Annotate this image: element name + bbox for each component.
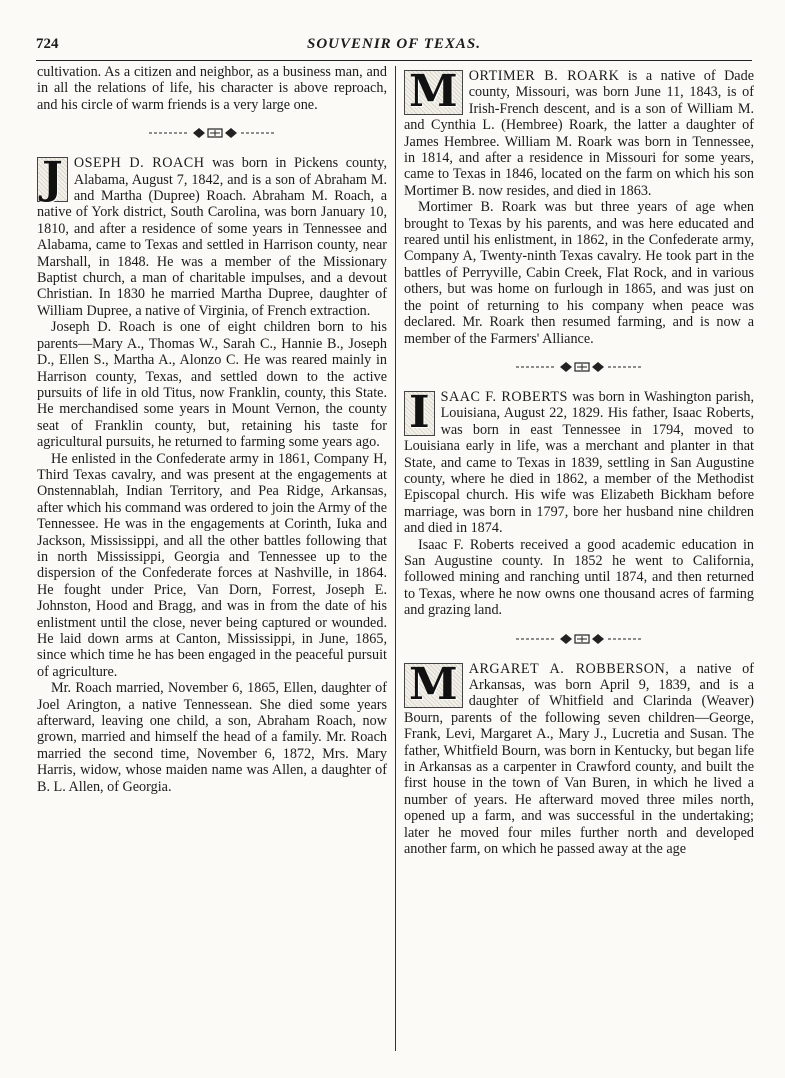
- drop-cap: J: [37, 157, 68, 202]
- paragraph: Isaac F. Roberts received a good academic education in San Augustine county. In 1852 he went to California, followed mining and ranching until 1874, and then returned to Texas, where he now owns one thousand acres of farming and grazing land.: [404, 536, 754, 619]
- page-number: 724: [36, 36, 59, 52]
- entry-intro: [404, 658, 754, 858]
- paragraph: He enlisted in the Confederate army in 1861, Company H, Third Texas cavalry, and was present at the engagements at Onstennablah, Indian Territory, and Pea Ridge, Arkansas, after which his command was ordered to join the Army of the Tennessee. He was in the engagements at Corinth, Iuka and Jackson, Mississippi, and all the other battles following that in north Mississippi, Georgia and Tennessee up to the dispersion of the Confederate forces at Nashville, in 1864. He fought under Price, Van Dorn, Forrest, Joseph E. Johnston, Hood and Bragg, and was in from the date of his enlistment until the close, never being captured or wounded. He laid down arms at Canton, Mississippi, in June, 1865, since which time he has been engaged in the peaceful pursuit of agriculture.: [37, 450, 387, 680]
- entry-intro: [404, 386, 754, 537]
- ornament-icon: [514, 361, 644, 373]
- ornament-divider: [37, 127, 387, 141]
- column-divider: [395, 66, 396, 1051]
- entry-intro: [37, 155, 387, 319]
- ornament-icon: [147, 127, 277, 139]
- ornament-divider: [404, 633, 754, 647]
- drop-cap: M: [404, 70, 463, 115]
- drop-cap: I: [404, 391, 435, 436]
- entry-isaac-roberts: [404, 386, 754, 619]
- paragraph: Mr. Roach married, November 6, 1865, Ellen, daughter of Joel Arington, a native Tennessean. She died some years afterward, leaving one child, a son, Abraham Roach, now grown, married and himself the head of a family. Mr. Roach married the second time, November 6, 1872, Mrs. Mary Harris, widow, whose maiden name was Allen, a daughter of B. L. Allen, of Georgia.: [37, 680, 387, 795]
- entry-margaret-robberson: [404, 658, 754, 858]
- right-column: [404, 64, 754, 857]
- entry-mortimer-roark: [404, 68, 754, 347]
- header-rule: [36, 60, 752, 61]
- entry-name: ORTIMER B. ROARK: [468, 68, 620, 84]
- ornament-divider: [404, 361, 754, 375]
- continuation-paragraph: cultivation. As a citizen and neighbor, as a business man, and in all the relations of life, his character is above reproach, and his circle of warm friends is a very large one.: [37, 64, 387, 113]
- entry-text: was born in Pickens county, Alabama, August 7, 1842, and is a son of Abraham M. and Martha (Dupree) Roach. Abraham M. Roach, a native of York district, South Carolina, was born January 10, 1810, and after a residence of some years in Tennessee and Alabama, came to Texas and settled in Harrison county, near Marshall, in 1848. He was a member of the Missionary Baptist church, a man of charitable impulses, and a devout Christian. In 1830 he married Martha Dupree, daughter of William Dupree, a native of Virginia, of French extraction.: [37, 155, 387, 319]
- paragraph: Mortimer B. Roark was but three years of age when brought to Texas by his parents, and was here educated and reared until his enlistment, in 1862, in the Confederate army, Company A, Twenty-ninth Texas cavalry. He took part in the battles of Perryville, Cabin Creek, Flat Rock, and in various others, but was home on furlough in 1865, and was just on the point of returning to his company when peace was declared. Mr. Roark then resumed farming, and is now a member of the Farmers' Alliance.: [404, 199, 754, 347]
- entry-name: OSEPH D. ROACH: [73, 155, 205, 172]
- entry-text: was born in Washington parish, Louisiana, August 22, 1829. His father, Isaac Roberts, was born in east Tennessee in 1794, moved to Louisiana early in life, was a merchant and planter in that State, and came to Texas in 1839, settling in San Augustine county, where he died in 1862, a member of the Methodist Episcopal church. His wife was Elizabeth Bickham before marriage, was born in 1797, bore her husband nine children and died in 1874.: [404, 388, 754, 537]
- ornament-icon: [514, 633, 644, 645]
- entry-name: ARGARET A. ROBBERSON: [468, 660, 666, 677]
- left-column: [37, 64, 387, 795]
- paragraph: Joseph D. Roach is one of eight children born to his parents—Mary A., Thomas W., Sarah C., Hannie B., Joseph D., Ellen S., Martha A., Alonzo C. He was reared mainly in Harrison county, Texas, and settled down to the active pursuits of life in old Titus, now Franklin, county, this State. He merchandised some years in Mount Vernon, the county seat of Franklin county, but, retaining his taste for agricultural pursuits, he returned to farming some years ago.: [37, 319, 387, 451]
- page-header: [36, 36, 752, 58]
- drop-cap: M: [404, 663, 463, 708]
- entry-name: SAAC F. ROBERTS: [440, 388, 568, 405]
- entry-text: , a native of Arkansas, was born April 9, 1839, and is a daughter of Whitfield and Clarinda (Weaver) Bourn, parents of the following seven children—George, Frank, Levi, Margaret A., Mary J., Lucretia and Susan. The father, Whitfield Bourn, was born in Kentucky, but began life in Arkansas as a carpenter in Crawford county, and built the first house in the town of Van Buren, in which he lived a number of years. He afterward moved three miles north, opened up a farm, and was successful in the undertaking; later he moved four miles further north and developed another farm, on which he passed away at the age: [404, 660, 754, 858]
- entry-text: is a native of Dade county, Missouri, was born June 11, 1843, is of Irish-French descent, and is a son of William M. and Cynthia L. (Hembree) Roark, the latter a daughter of James Hembree. William M. Roark was born in Tennessee, in 1814, and after a residence in Missouri for some years, came to Texas in 1846, located on the farm on which his son Mortimer B. now resides, and died in 1863.: [404, 68, 754, 199]
- running-head: SOUVENIR OF TEXAS.: [306, 36, 482, 52]
- entry-intro: [404, 68, 754, 199]
- entry-joseph-roach: [37, 155, 387, 795]
